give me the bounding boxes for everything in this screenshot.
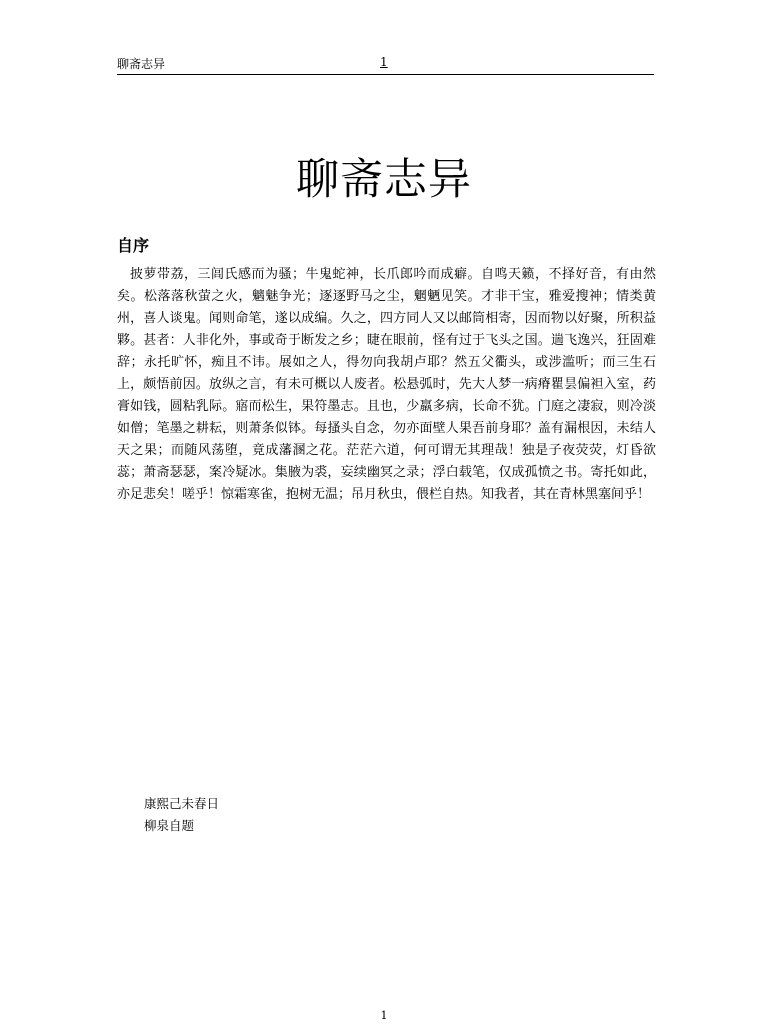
running-header — [117, 56, 654, 75]
signature-block — [144, 793, 219, 837]
section-heading: 自序 — [117, 236, 150, 255]
header-title: 聊斋志异 — [117, 57, 166, 71]
document-title: 聊斋志异 — [296, 155, 472, 205]
footer-page-number: 1 — [380, 1009, 388, 1022]
signature-author: 柳泉自题 — [144, 818, 195, 833]
preface-body-text: 披萝带荔，三闾氏感而为骚；牛鬼蛇神，长爪郎吟而成癖。自鸣天籁，不择好音，有由然矣。松落落秋萤之火，魑魅争光；逐逐野马之尘，魍魉见笑。才非干宝，雅爱搜神；情类黄州，喜人谈鬼。闻则命笔，遂以成编。久之，四方同人又以邮筒相寄，因而物以好聚，所积益夥。甚者：人非化外，事或奇于断发之乡；睫在眼前，怪有过于飞头之国。遄飞逸兴，狂固难辞；永托旷怀，痴且不讳。展如之人，得勿向我胡卢耶？然五父衢头，或涉滥听；而三生石上，颇悟前因。放纵之言，有未可概以人废者。松悬弧时，先大人梦一病瘠瞿昙偏袒入室，药膏如钱，圆粘乳际。寤而松生，果符墨志。且也，少羸多病，长命不犹。门庭之凄寂，则冷淡如僧；笔墨之耕耘，则萧条似钵。每搔头自念，勿亦面壁人果吾前身耶？盖有漏根因，未结人天之果；而随风荡堕，竟成藩溷之花。茫茫六道，何可谓无其理哉！独是子夜荧荧，灯昏欲蕊；萧斋瑟瑟，案冷疑冰。集腋为裘，妄续幽冥之录；浮白载笔，仅成孤愤之书。寄托如此，亦足悲矣！嗟乎！惊霜寒雀，抱树无温；吊月秋虫，偎栏自热。知我者，其在青林黑塞间乎！ — [117, 267, 656, 502]
signature-date: 康熙己未春日 — [144, 796, 220, 811]
header-page-number: 1 — [380, 55, 388, 69]
